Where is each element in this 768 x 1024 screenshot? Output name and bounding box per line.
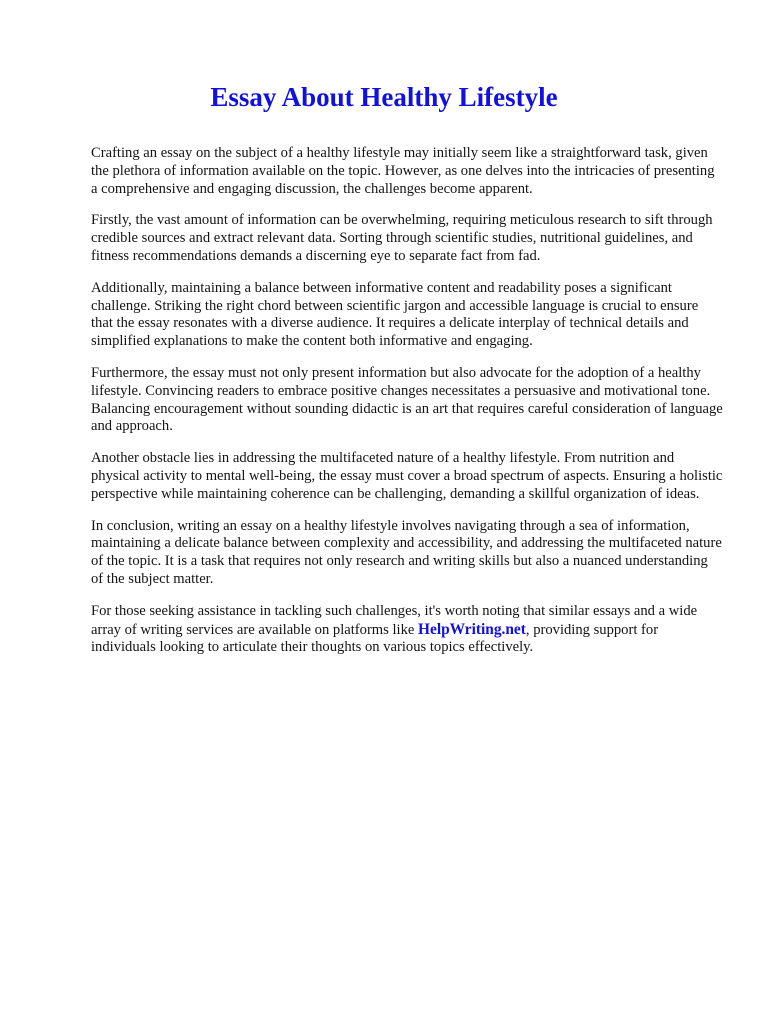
paragraph-information: Firstly, the vast amount of information can be overwhelming, requiring meticulous research to sift through credible sources and extract relevant data. Sorting through scientific studies, nutritional guidelines, and fitness recommendations demands a discerning eye to separate fact from fad.	[91, 212, 713, 264]
paragraph-readability: Additionally, maintaining a balance between informative content and readability poses a significant challenge. Striking the right chord between scientific jargon and accessible language is crucial to ensure that the essay resonates with a diverse audience. It requires a delicate interplay of technical details and simplified explanations to make the content both informative and engaging.	[91, 279, 699, 350]
paragraph-intro: Crafting an essay on the subject of a healthy lifestyle may initially seem like a straightforward task, given the plethora of information available on the topic. However, as one delves into the intricacies of presenting a comprehensive and engaging discussion, the challenges become apparent.	[91, 145, 715, 197]
assistance-text-after-link: , providing support for individuals looking to articulate their thoughts on various topics effectively.	[91, 621, 659, 656]
assistance-text-before-link: For those seeking assistance in tackling such challenges, it's worth noting that similar essays and a wide array of writing services are available on platforms like	[91, 602, 698, 638]
paragraph-multifaceted: Another obstacle lies in addressing the multifaceted nature of a healthy lifestyle. From nutrition and physical activity to mental well-being, the essay must cover a broad spectrum of aspects. Ensuring a holistic perspective while maintaining coherence can be challenging, demanding a skillful organization of ideas.	[91, 450, 723, 502]
helpwriting-link[interactable]: HelpWriting.net	[418, 620, 526, 638]
paragraph-advocacy: Furthermore, the essay must not only present information but also advocate for the adoption of a healthy lifestyle. Convincing readers to embrace positive changes necessitates a persuasive and motivational tone. Balancing encouragement without sounding didactic is an art that requires careful consideration of language and approach.	[91, 364, 723, 435]
essay-body	[91, 145, 723, 671]
paragraph-assistance	[91, 603, 723, 657]
paragraph-conclusion: In conclusion, writing an essay on a healthy lifestyle involves navigating through a sea of information, maintaining a delicate balance between complexity and accessibility, and addressing the multifaceted nature of the topic. It is a task that requires not only research and writing skills but also a nuanced understanding of the subject matter.	[91, 517, 722, 587]
page-title: Essay About Healthy Lifestyle	[210, 82, 558, 112]
